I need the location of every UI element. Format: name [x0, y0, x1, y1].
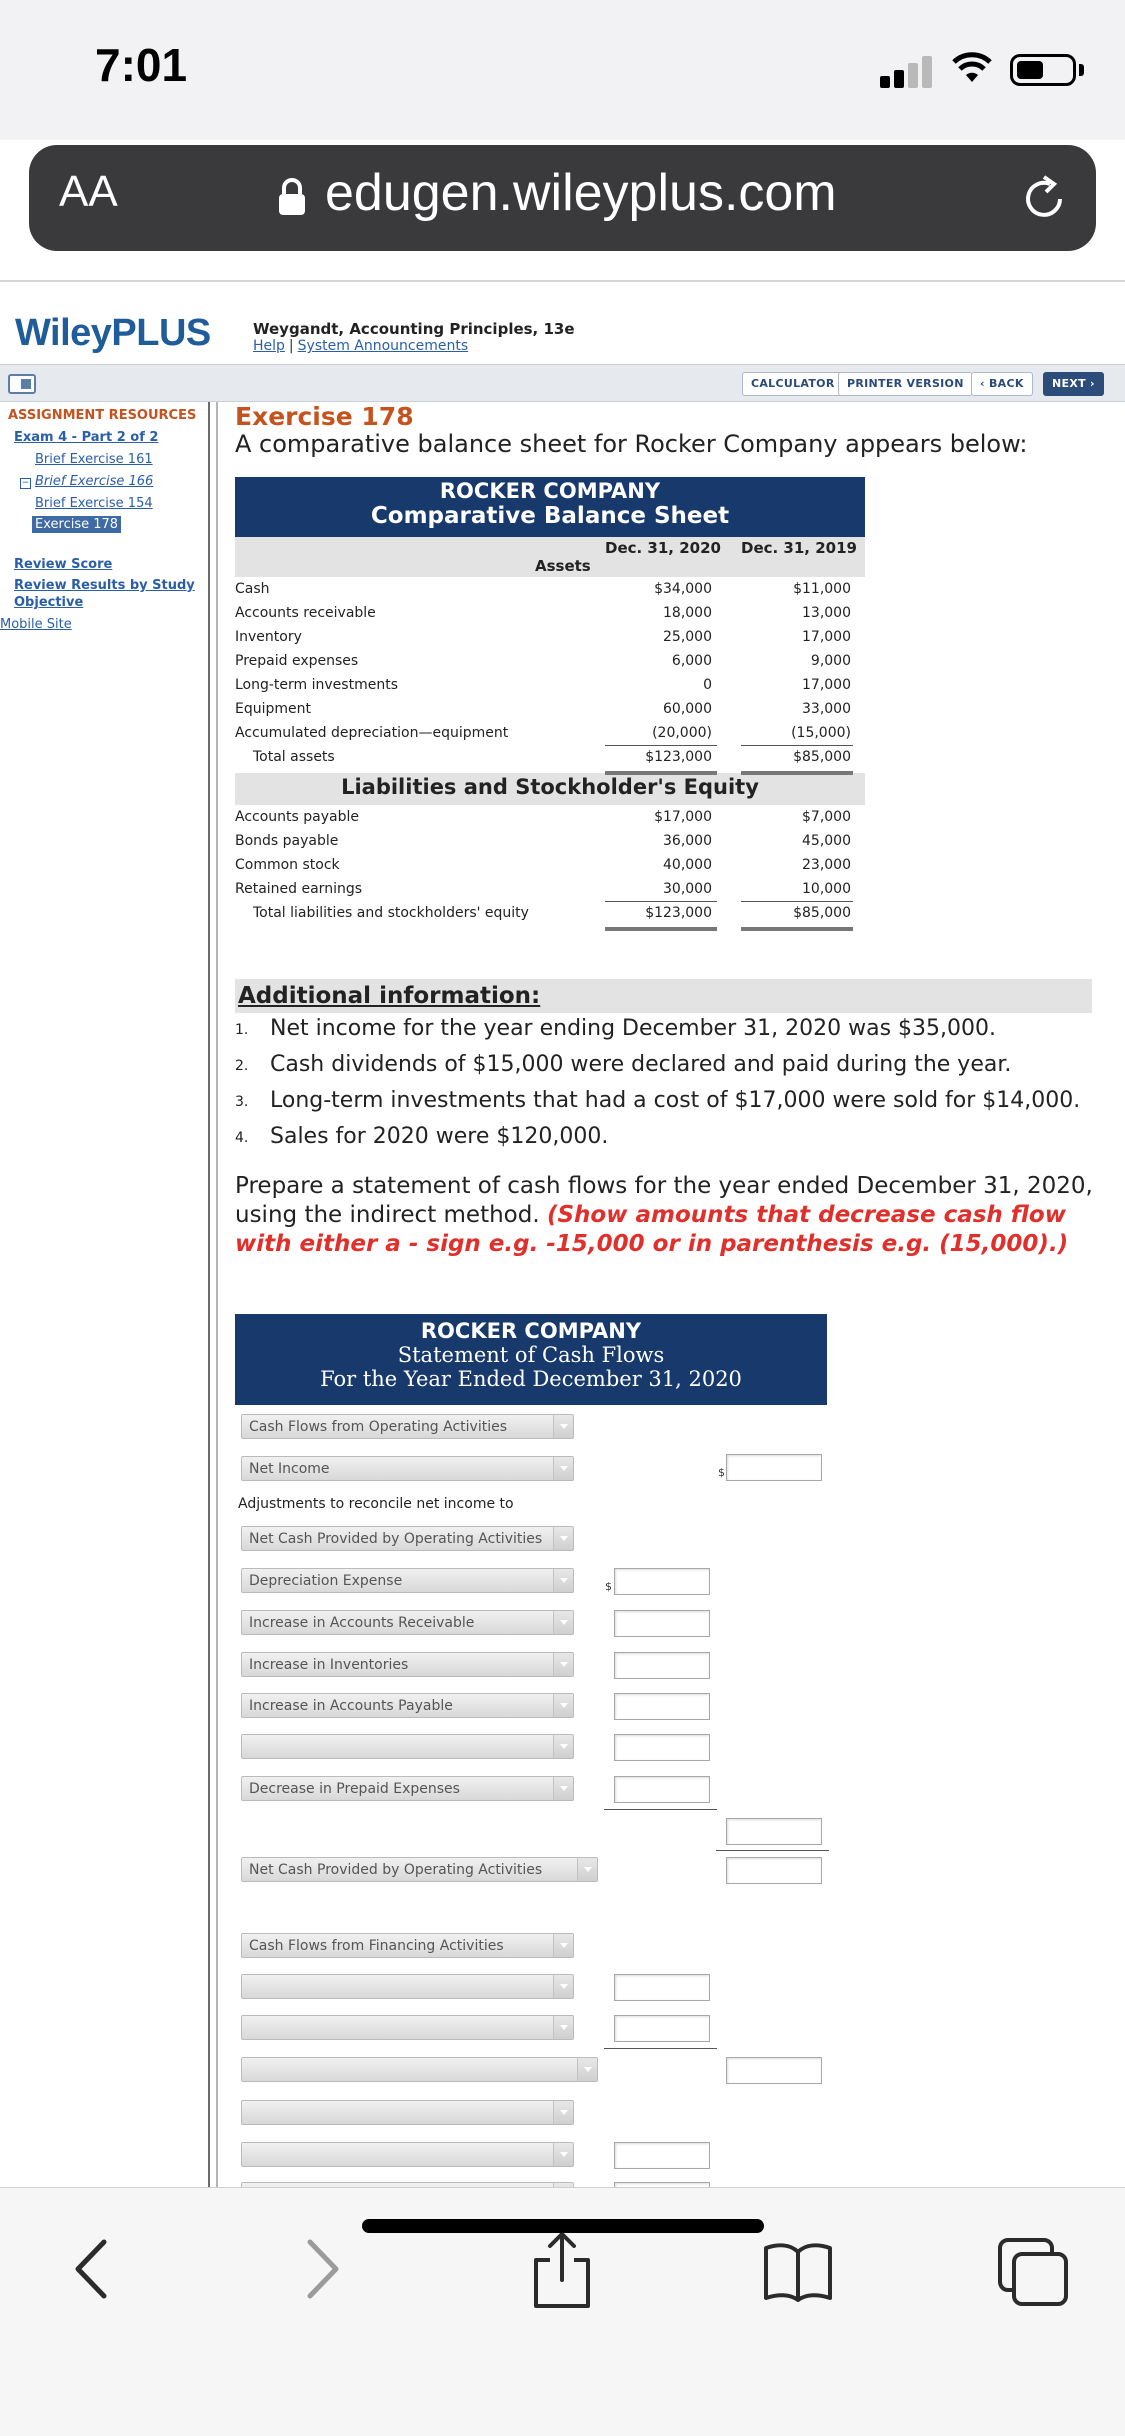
chevron-down-icon — [553, 1694, 573, 1717]
sidebar-divider — [208, 402, 218, 2187]
underline — [741, 901, 853, 902]
battery-icon — [1010, 54, 1076, 86]
bs-assets-label: Assets — [535, 557, 591, 575]
row-value-2020: $123,000 — [645, 905, 712, 921]
link-separator: | — [288, 338, 294, 354]
mobile-site-link[interactable]: Mobile Site — [0, 617, 72, 632]
net-financing-amount-input[interactable] — [726, 2057, 822, 2084]
select-value: Cash Flows from Financing Activities — [249, 1938, 504, 1954]
sidebar — [0, 402, 208, 2187]
instructions — [235, 1172, 1095, 1259]
chevron-down-icon — [553, 1569, 573, 1592]
sidebar-item-exercise-178[interactable]: Exercise 178 — [32, 516, 121, 533]
total-liabilities-row — [235, 901, 865, 929]
depreciation-select[interactable] — [241, 1568, 574, 1593]
net-income-amount-input[interactable] — [726, 1454, 822, 1481]
url-text[interactable]: edugen.wileyplus.com — [325, 164, 837, 222]
back-arrow-icon[interactable] — [68, 2236, 112, 2302]
row-value-2019: 33,000 — [802, 701, 851, 717]
chevron-down-icon — [553, 1777, 573, 1800]
exercise-title: Exercise 178 — [235, 402, 414, 431]
investing-amount-input-1[interactable] — [614, 2142, 710, 2169]
row-value-2019: 10,000 — [802, 881, 851, 897]
chevron-down-icon — [553, 1527, 573, 1550]
increase-ap-amount-input[interactable] — [614, 1693, 710, 1720]
double-underline — [605, 927, 717, 931]
net-income-select[interactable] — [241, 1456, 574, 1481]
balance-sheet — [235, 477, 865, 929]
select-value: Net Cash Provided by Operating Activities — [249, 1531, 543, 1547]
investing-select-header[interactable] — [241, 2100, 574, 2125]
subtotal-rule — [716, 1850, 829, 1851]
row-value-2019: $7,000 — [802, 809, 851, 825]
row-value-2019: 23,000 — [802, 857, 851, 873]
chevron-down-icon — [553, 2016, 573, 2039]
table-row — [235, 577, 865, 601]
net-financing-select[interactable] — [241, 2057, 598, 2082]
battery-tip — [1079, 64, 1084, 76]
table-row — [235, 673, 865, 697]
row-label: Cash — [235, 581, 270, 597]
help-link[interactable]: Help — [253, 338, 285, 354]
chevron-down-icon — [553, 1457, 573, 1480]
review-results-link-line2[interactable]: Objective — [14, 595, 84, 610]
signal-icon — [880, 54, 936, 88]
additional-info-list — [235, 1016, 1115, 1160]
bs-col-2020: Dec. 31, 2020 — [605, 539, 721, 557]
operating-activities-select[interactable] — [241, 1414, 574, 1439]
row-value-2019: $85,000 — [793, 749, 851, 765]
instructions-note: (Show amounts that decrease cash flow with either a - sign e.g. -15,000 or in parenthesis e.g. (15,000).) — [235, 1202, 1069, 1257]
list-text: Net income for the year ending December 31, 2020 was $35,000. — [270, 1016, 996, 1041]
chevron-down-icon — [553, 1975, 573, 1998]
printer-version-button[interactable]: PRINTER VERSION — [838, 372, 973, 396]
row-value-2019: 17,000 — [802, 677, 851, 693]
chevron-down-icon — [553, 1735, 573, 1758]
row-value-2020: $123,000 — [645, 749, 712, 765]
list-item — [235, 1124, 1115, 1160]
table-row — [235, 877, 865, 901]
row-label: Retained earnings — [235, 881, 363, 897]
sidebar-item-brief-exercise-161[interactable]: Brief Exercise 161 — [35, 452, 153, 467]
row-label: Accounts payable — [235, 809, 359, 825]
list-text: Sales for 2020 were $120,000. — [270, 1124, 609, 1149]
chevron-down-icon — [577, 2058, 597, 2081]
row-value-2020: 6,000 — [671, 653, 712, 669]
balance-sheet-header — [235, 477, 865, 537]
status-time: 7:01 — [95, 39, 188, 91]
table-row — [235, 625, 865, 649]
back-button[interactable]: ‹ BACK — [971, 372, 1033, 396]
wifi-icon — [952, 52, 992, 84]
select-value: Depreciation Expense — [249, 1573, 403, 1589]
increase-ar-select[interactable] — [241, 1610, 574, 1635]
toolbar — [0, 364, 1125, 402]
row-label: Total liabilities and stockholders' equity — [253, 905, 529, 921]
investing-select-1[interactable] — [241, 2142, 574, 2167]
row-value-2019: $85,000 — [793, 905, 851, 921]
bs-company: ROCKER COMPANY — [439, 479, 661, 503]
text-size-button[interactable]: AA — [59, 167, 118, 216]
liabilities-header: Liabilities and Stockholder's Equity — [235, 773, 865, 805]
list-text: Long-term investments that had a cost of $17,000 were sold for $14,000. — [270, 1088, 1081, 1113]
forward-arrow-icon[interactable] — [302, 2236, 346, 2302]
chevron-down-icon — [553, 1611, 573, 1634]
table-row — [235, 721, 865, 745]
double-underline — [741, 771, 853, 775]
chevron-down-icon — [553, 1934, 573, 1957]
total-assets-row — [235, 745, 865, 773]
financing-amount-input-2[interactable] — [614, 2015, 710, 2042]
adjustment-amount-input-blank[interactable] — [614, 1734, 710, 1761]
announcements-link[interactable]: System Announcements — [297, 338, 469, 354]
select-value: Decrease in Prepaid Expenses — [249, 1781, 460, 1797]
sidebar-item-brief-exercise-166[interactable]: Brief Exercise 166 — [35, 474, 154, 489]
list-item — [235, 1088, 1115, 1124]
row-value-2020: 0 — [703, 677, 712, 693]
select-value: Net Income — [249, 1461, 330, 1477]
row-label: Bonds payable — [235, 833, 339, 849]
dollar-sign: $ — [605, 1580, 612, 1593]
row-value-2019: 45,000 — [802, 833, 851, 849]
row-value-2020: $17,000 — [654, 809, 712, 825]
row-value-2020: 40,000 — [663, 857, 712, 873]
sidebar-item-brief-exercise-154[interactable]: Brief Exercise 154 — [35, 496, 153, 511]
adjustment-select-blank[interactable] — [241, 1734, 574, 1759]
increase-inventory-select[interactable] — [241, 1652, 574, 1677]
review-score-link[interactable]: Review Score — [14, 557, 113, 572]
row-value-2020: 25,000 — [663, 629, 712, 645]
subtotal-rule — [604, 2048, 717, 2049]
main-content — [228, 402, 1125, 2187]
underline — [605, 901, 717, 902]
double-underline — [741, 927, 853, 931]
share-icon[interactable] — [530, 2230, 594, 2310]
instructions-text: Prepare a statement of cash flows for the year ended December 31, 2020, using the indirect method. — [235, 1173, 1093, 1228]
bs-col-2019: Dec. 31, 2019 — [741, 539, 857, 557]
row-label: Prepaid expenses — [235, 653, 359, 669]
cf-company: ROCKER COMPANY — [420, 1319, 642, 1343]
tabs-icon[interactable] — [996, 2236, 1072, 2308]
exercise-intro: A comparative balance sheet for Rocker Company appears below: — [235, 430, 1028, 458]
row-label: Total assets — [253, 749, 335, 765]
row-value-2020: 60,000 — [663, 701, 712, 717]
row-value-2019: 13,000 — [802, 605, 851, 621]
decrease-prepaid-amount-input[interactable] — [614, 1776, 710, 1803]
home-indicator — [362, 2219, 764, 2233]
row-label: Long-term investments — [235, 677, 398, 693]
calculator-button[interactable]: CALCULATOR — [742, 372, 844, 396]
status-bar — [0, 0, 1125, 140]
bs-column-header — [235, 537, 865, 577]
cf-period: For the Year Ended December 31, 2020 — [320, 1367, 742, 1391]
chevron-down-icon — [577, 1858, 597, 1881]
row-value-2020: $34,000 — [654, 581, 712, 597]
chevron-down-icon — [553, 1653, 573, 1676]
net-operating-amount-input[interactable] — [726, 1857, 822, 1884]
checkbox-icon: − — [21, 478, 30, 488]
underline — [605, 745, 717, 746]
list-item — [235, 1016, 1115, 1052]
chevron-down-icon — [553, 2101, 573, 2124]
bookmarks-icon[interactable] — [762, 2242, 834, 2302]
cf-title: Statement of Cash Flows — [397, 1343, 665, 1367]
wileyplus-logo[interactable]: WileyPLUS — [15, 312, 211, 354]
reload-icon[interactable] — [1016, 171, 1072, 227]
increase-ap-select[interactable] — [241, 1693, 574, 1718]
table-row — [235, 829, 865, 853]
increase-ar-amount-input[interactable] — [614, 1610, 710, 1637]
increase-inventory-amount-input[interactable] — [614, 1652, 710, 1679]
row-value-2019: (15,000) — [791, 725, 851, 741]
header-links — [253, 338, 468, 354]
adjustments-select[interactable] — [241, 1526, 574, 1551]
select-value: Increase in Accounts Receivable — [249, 1615, 475, 1631]
row-value-2019: 9,000 — [810, 653, 851, 669]
net-operating-select[interactable] — [241, 1857, 598, 1882]
row-value-2020: 36,000 — [663, 833, 712, 849]
list-number: 4. — [235, 1130, 249, 1146]
list-number: 1. — [235, 1022, 249, 1038]
sidebar-exam-link[interactable]: Exam 4 - Part 2 of 2 — [14, 430, 159, 445]
financing-select-1[interactable] — [241, 1974, 574, 1999]
row-value-2020: (20,000) — [652, 725, 712, 741]
total-adjustments-input[interactable] — [726, 1818, 822, 1845]
depreciation-amount-input[interactable] — [614, 1568, 710, 1595]
row-label: Inventory — [235, 629, 302, 645]
table-row — [235, 697, 865, 721]
additional-info-heading: Additional information: — [235, 979, 1092, 1013]
sidebar-heading: ASSIGNMENT RESOURCES — [8, 408, 197, 423]
subtotal-rule — [604, 1809, 717, 1810]
cash-flow-header — [235, 1314, 827, 1405]
row-value-2020: 30,000 — [663, 881, 712, 897]
adjustments-label: Adjustments to reconcile net income to — [238, 1496, 514, 1512]
select-value: Increase in Inventories — [249, 1657, 409, 1673]
financing-activities-select[interactable] — [241, 1933, 574, 1958]
address-bar[interactable] — [29, 145, 1096, 251]
chevron-down-icon — [553, 1415, 573, 1438]
row-value-2019: 17,000 — [802, 629, 851, 645]
double-underline — [605, 771, 717, 775]
row-value-2019: $11,000 — [793, 581, 851, 597]
select-value: Net Cash Provided by Operating Activities — [249, 1862, 543, 1878]
row-value-2020: 18,000 — [663, 605, 712, 621]
table-row — [235, 649, 865, 673]
underline — [741, 745, 853, 746]
lock-icon — [277, 177, 307, 217]
decrease-prepaid-select[interactable] — [241, 1776, 574, 1801]
review-results-link[interactable]: Review Results by Study — [14, 578, 195, 593]
next-button[interactable]: NEXT › — [1043, 372, 1104, 396]
chevron-down-icon — [553, 2143, 573, 2166]
row-label: Accumulated depreciation—equipment — [235, 725, 509, 741]
row-label: Accounts receivable — [235, 605, 376, 621]
sidebar-toggle-icon[interactable] — [8, 374, 36, 394]
financing-amount-input-1[interactable] — [614, 1974, 710, 2001]
row-label: Common stock — [235, 857, 340, 873]
dollar-sign: $ — [718, 1466, 725, 1479]
list-number: 2. — [235, 1058, 249, 1074]
list-number: 3. — [235, 1094, 249, 1110]
table-row — [235, 805, 865, 829]
list-item — [235, 1052, 1115, 1088]
wileyplus-header — [0, 282, 1125, 364]
book-title: Weygandt, Accounting Principles, 13e — [253, 320, 575, 338]
table-row — [235, 601, 865, 625]
select-value: Cash Flows from Operating Activities — [249, 1419, 508, 1435]
table-row — [235, 853, 865, 877]
bs-title: Comparative Balance Sheet — [370, 503, 730, 529]
select-value: Increase in Accounts Payable — [249, 1698, 453, 1714]
list-text: Cash dividends of $15,000 were declared and paid during the year. — [270, 1052, 1012, 1077]
row-label: Equipment — [235, 701, 311, 717]
financing-select-2[interactable] — [241, 2015, 574, 2040]
